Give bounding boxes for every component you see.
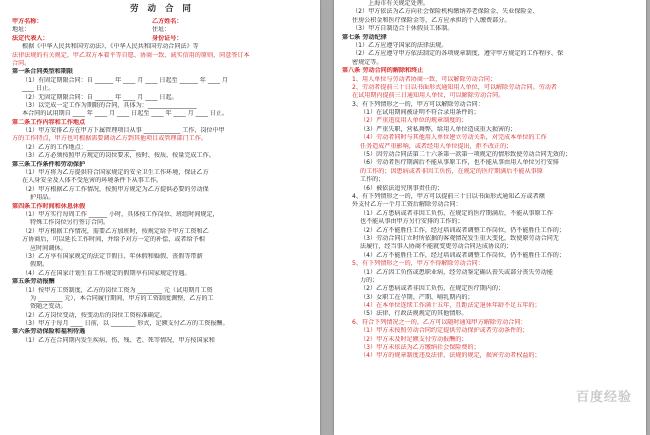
document-line: 根据《中华人民共和国劳动法》、《中华人民共和国劳动合同法》等 [22,43,199,51]
document-line: 工作的； [360,176,385,184]
document-line: （3）甲方于每月 ____ 日前，以 ________ 形式，足额支付乙方的工资报酬。 [22,320,229,328]
document-line: （4）甲方的规章制度违反法律、法规的规定，损害劳动者权益的； [360,352,541,360]
document-line [12,35,312,43]
document-line: （1）乙方患病或者非因工负伤，在规定的医疗期满后，不能从事原工作 [360,209,553,217]
document-line: （1）乙方在合同期内发生疾病、伤、残、老、死等情况，甲方按国家和 [22,336,215,344]
document-line: ____ 日止。 [22,85,55,93]
document-line: 密规定等。 [352,58,383,66]
document-line: 外支付乙方一个月工资后解除劳动合同： [352,201,462,209]
document-line: 第二条工作内容和工作地点 [12,118,86,126]
document-line: （1）乙方应遵守国家的法律法规。 [352,41,448,49]
field-label: 住址： [152,26,171,34]
document-line: 应时间调休。 [30,244,67,252]
document-line: 6、符合下列情况之一的，乙方可以随时通知甲方解除劳动合同： [352,318,527,326]
field-label: 甲方名称： [12,18,43,25]
document-line: （2）乙方患病或者非因工负伤，在规定医疗期内的； [360,285,505,293]
document-line: 4、有下列情形之一的，甲方可以提前三十日以书面形式通知乙方或者额 [352,192,545,200]
document-line: （4）在本单位连续工作满十五年，且距法定退休年龄不足五年的； [360,302,541,310]
document-line: （2）甲方依法为乙方向社会保险机构缴纳养老保险金、失业保险金、 [352,8,539,16]
document-line: 2、劳动者提前三十日以书面形式通知用人单位，可以解除劳动合同。劳动者 [352,83,557,91]
document-line: 资随之变动。 [30,303,67,311]
document-line: 任务造成严重影响，或者经用人单位提出，拒不改正的； [360,142,513,150]
document-line: 的工作的；因患病或者非因工负伤，在规定的医疗期满后不能从事原 [360,167,543,175]
document-line: （2）乙方岗位变动，按变动后的岗位工资标准确定。 [22,311,167,319]
document-line: 第三条工作条件和劳动保护 [12,160,86,168]
field-label: 地址： [12,26,31,34]
document-line: 特殊工作岗位另行签订合同。 [30,219,110,227]
document-line: 也不能从事由甲方另行安排的工作的； [360,218,464,226]
page-left-content [12,0,312,345]
document-line: 第八条 劳动合同的解除和终止 [342,67,424,75]
document-line: 为 ________ 元），本合同履行期间，甲方的工资制度调整，乙方的工 [30,294,214,302]
field-label: 法定代表人： [12,34,49,42]
document-line: 法履行，经当事人协商不能就变更劳动合同达成协议的； [360,243,513,251]
document-line: （5）因劳动合同法第二十六条第一款第一项规定的情形致使劳动合同无效的； [360,151,572,159]
document-line: 护用品。 [30,194,55,202]
document-line: 第七条 劳动纪律 [342,33,387,41]
document-line: （2）乙方的工作地点：________________ [22,143,136,151]
document-line: （3）甲方自制适合于休假员工体制。 [352,25,454,33]
document-line: （5）法律、行政法规规定的其他情形。 [360,310,468,318]
document-line: （1）甲方安排乙方在甲方下属管理项目从事 ____________ 工作，岗位中甲 [22,127,225,135]
document-line: 上海市有关规定处理。 [368,0,429,7]
document-line: 力的； [360,276,379,284]
document-line: （3）乙方必须按照甲方规定的岗位要求，按时、按质、按量完成工作。 [22,152,215,160]
document-line [12,26,312,34]
document-line: （3）严重失职，营私舞弊，给用人单位造成重大损害的； [360,125,517,133]
document-line [12,18,312,26]
document-line: （2）无固定期限合同：自 ______ 年 ____ 月 ____ 日起。 [22,93,178,101]
document-line: （1）甲方未按照劳动合同约定提供劳动保护或者劳动条件的； [360,327,529,335]
document-line: 在试用期内提前三日通知用人单位，可以解除劳动合同。 [352,92,505,100]
document-line: （2）乙方不能胜任工作，经过培训或者调整工作岗位，仍不能胜任工作的； [360,226,565,234]
document-line: 第四条工作时间和休息休假 [12,202,86,210]
document-line: （3）乙方享有国家规定的法定节假日、年休假和婚假、丧假等带薪 [22,252,203,260]
document-line: 假期。 [30,261,49,269]
document-line: （2）甲方根据乙方工作情况，按照甲方规定为乙方提供必要的劳动保 [22,185,209,193]
document-line: 在人身安全及人体不受危害的环境条件下从事工作。 [22,177,163,185]
document-line: （2）乙方应遵守甲方依法制定的各项规章制度，遵守甲方规定的工作程序、保 [352,50,564,58]
document-line: （3）甲方未依法为乙方缴纳社会保险费的； [360,344,480,352]
document-line: （3）以完成一定工作为期限的合同，具体为：________________ [22,101,197,109]
document-title: 劳 动 合 同 [130,4,194,14]
document-page-right [334,0,646,435]
document-line: （4）劳动者同时与其他用人单位建立劳动关系，对完成本单位的工作 [360,134,547,142]
document-line: （2）严重违反用人单位的规章制度的； [360,117,468,125]
document-line: 合同。 [12,59,31,67]
document-line: （1）甲方实行每周工作 ______ 小时，具体按工作岗位、班组时间规定， [22,210,219,218]
document-line: 第五条劳动报酬 [12,278,55,286]
document-line: 1、用人单位与劳动者协商一致，可以解除劳动合同； [352,75,497,83]
document-line: 本合同的试用期自 ____ 年 ____ 月 ____ 日起至 ____ 年 ____ 月 ____ 日止。 [22,110,229,118]
document-line: （1）乙方因工负伤或患职业病，经劳动鉴定确认丧失或部分丧失劳动能 [360,268,553,276]
document-line: （4）乙方不能胜任工作，经过培训或者调整工作岗位，仍不能胜任工作的； [360,251,565,259]
watermark: 百度经验 [575,390,632,405]
document-line: （1）甲方将为乙方提供符合国家规定的安全卫生工作环境，保证乙方 [22,169,209,177]
document-line: （2）甲方根据工作情况，需要乙方加班时，按规定给予甲方工资和乙 [22,227,209,235]
field-label: 乙方姓名： [152,18,183,25]
document-line: （4）乙方在国家计划生育工作规定的假期享有国家规定待遇。 [22,269,191,277]
document-page-left [0,0,320,435]
document-line: 第六条劳动保险和福利待遇 [12,328,86,336]
document-line: 5、有下列情形之一的，甲方不得解除劳动合同： [352,260,484,268]
document-line: 3、有下列情形之一的，甲方可以解除劳动合同： [352,100,484,108]
document-line: （2）甲方未及时足额支付劳动报酬的； [360,335,468,343]
document-line: （3）劳动合同订立时所依据的客观情况发生重大变化，致使原劳动合同无 [360,234,559,242]
document-line: （3）女职工在孕期、产期、哺乳期内的； [360,293,474,301]
document-line: 法律法规的有关规定，甲乙双方本着平等自愿、协商一致、诚实信用的原则，同意签订本 [12,51,250,59]
document-line: （6）被依法追究刑事责任的； [360,184,444,192]
document-line: （1）有固定期限合同：自 ______ 年 ____ 月 ____ 日起至 ______ 年 ____ 月 [22,76,229,84]
document-line: 方协商后，可以延长工作时间，并给予对方一定的补偿，或者给予相 [22,236,205,244]
document-line: 第一条合同类型和期限 [12,68,73,76]
page-right-content [342,0,640,361]
document-line: 住房公积金和医疗保险金等，乙方应承担的个人缴费部分。 [352,16,511,24]
document-line: （6）劳动者医疗期满后不能从事原工作，也不能从事由用人单位另行安排 [360,159,559,167]
document-line: （1）按甲方工资制度，乙方的岗位工资为 ________ 元（试用期月工资 [22,286,213,294]
field-label: 身份证号： [152,34,183,42]
document-line: （1）在试用期间被证明不符合录用条件的； [360,109,480,117]
document-line: 方的工作特点，甲方也可根据需要调动乙方到其他项目或管理部门工作。 [12,135,207,143]
